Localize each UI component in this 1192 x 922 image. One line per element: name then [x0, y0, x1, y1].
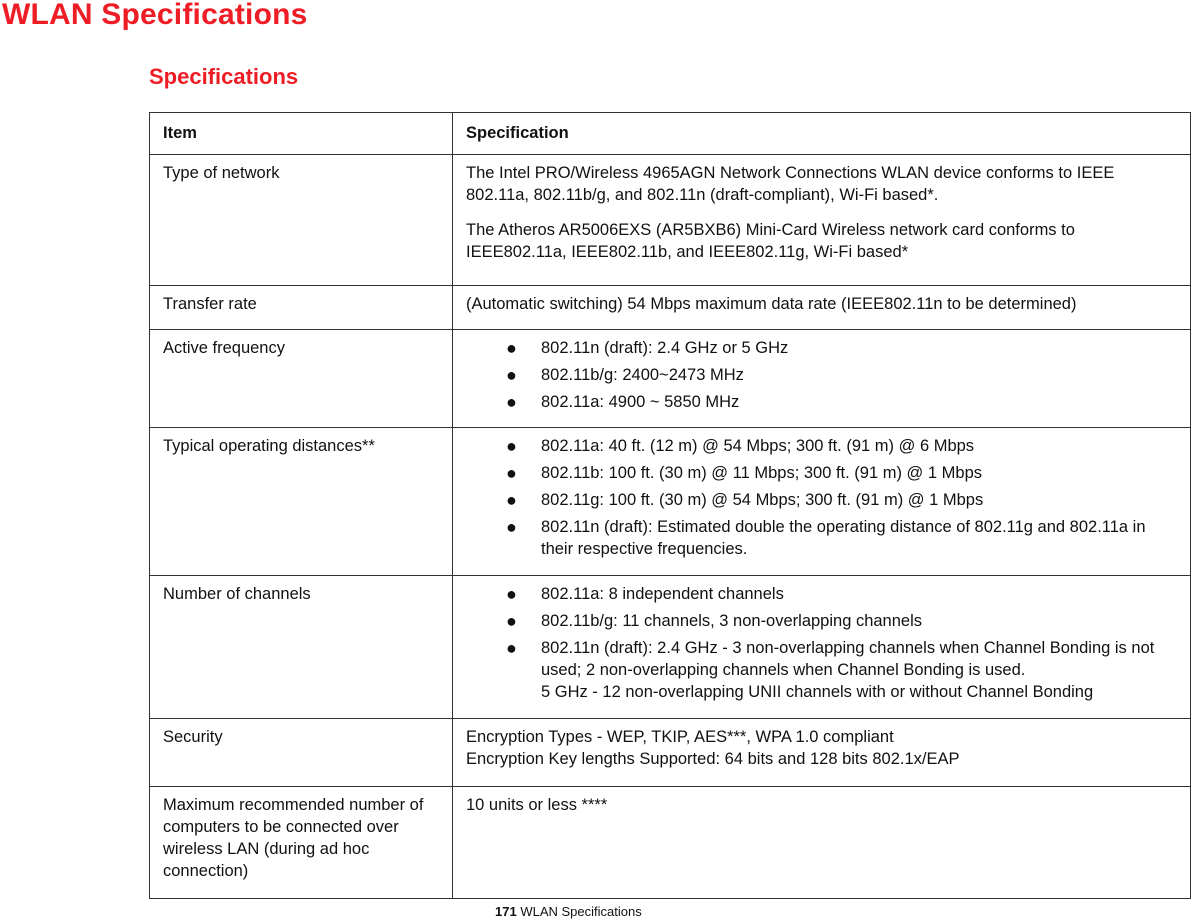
- table-row: [150, 428, 1191, 576]
- list-item: [466, 637, 1178, 703]
- spec-paragraph: The Intel PRO/Wireless 4965AGN Network Connections WLAN device conforms to IEEE 802.11a, 802.11b/g, and 802.11n (draft-compliant), Wi-Fi based*.: [466, 164, 1115, 204]
- spec-cell: [453, 330, 1191, 428]
- section-title: Specifications: [149, 64, 299, 89]
- bullet-icon: ●: [506, 365, 517, 385]
- list-item: [466, 364, 1178, 386]
- bullet-text-continuation: 5 GHz - 12 non-overlapping UNII channels with or without Channel Bonding: [541, 683, 1094, 701]
- bullet-text: 802.11n (draft): Estimated double the operating distance of 802.11g and 802.11a in their respective frequencies.: [541, 518, 1146, 558]
- spec-cell: [453, 719, 1191, 787]
- spec-cell: [453, 576, 1191, 719]
- spec-line: Encryption Key lengths Supported: 64 bits and 128 bits 802.1x/EAP: [466, 750, 960, 768]
- page-title: WLAN Specifications: [2, 0, 308, 31]
- bullet-icon: ●: [506, 517, 517, 537]
- table-row: [150, 286, 1191, 330]
- list-item: [466, 337, 1178, 359]
- list-item: [466, 610, 1178, 632]
- bullet-list: [466, 337, 1178, 413]
- bullet-icon: ●: [506, 490, 517, 510]
- bullet-icon: ●: [506, 463, 517, 483]
- bullet-icon: ●: [506, 392, 517, 412]
- bullet-icon: ●: [506, 584, 517, 604]
- item-cell: Security: [150, 719, 453, 787]
- bullet-text: 802.11n (draft): 2.4 GHz or 5 GHz: [541, 339, 789, 357]
- page-footer: [495, 904, 642, 919]
- list-item: [466, 583, 1178, 605]
- bullet-text: 802.11b/g: 2400~2473 MHz: [541, 366, 744, 384]
- bullet-icon: ●: [506, 611, 517, 631]
- spec-cell: [453, 286, 1191, 330]
- list-item: [466, 516, 1178, 560]
- table-row: [150, 576, 1191, 719]
- spec-paragraph: (Automatic switching) 54 Mbps maximum data rate (IEEE802.11n to be determined): [466, 295, 1077, 313]
- bullet-list: [466, 435, 1178, 560]
- footer-label: WLAN Specifications: [520, 904, 642, 919]
- spec-cell: [453, 155, 1191, 286]
- list-item: [466, 462, 1178, 484]
- spec-cell: [453, 787, 1191, 899]
- list-item: [466, 435, 1178, 457]
- item-cell: Transfer rate: [150, 286, 453, 330]
- bullet-icon: ●: [506, 338, 517, 358]
- item-cell: Type of network: [150, 155, 453, 286]
- table-row: [150, 719, 1191, 787]
- bullet-text: 802.11a: 8 independent channels: [541, 585, 784, 603]
- column-header-item: Item: [150, 113, 453, 155]
- specifications-table: [149, 112, 1191, 899]
- bullet-text: 802.11b: 100 ft. (30 m) @ 11 Mbps; 300 ft. (91 m) @ 1 Mbps: [541, 464, 983, 482]
- item-cell: Number of channels: [150, 576, 453, 719]
- bullet-text: 802.11g: 100 ft. (30 m) @ 54 Mbps; 300 ft. (91 m) @ 1 Mbps: [541, 491, 984, 509]
- table-row: [150, 330, 1191, 428]
- bullet-text: 802.11a: 4900 ~ 5850 MHz: [541, 393, 740, 411]
- table-row: [150, 155, 1191, 286]
- item-cell: Typical operating distances**: [150, 428, 453, 576]
- list-item: [466, 489, 1178, 511]
- bullet-icon: ●: [506, 436, 517, 456]
- spec-paragraph: The Atheros AR5006EXS (AR5BXB6) Mini-Card Wireless network card conforms to IEEE802.11a, IEEE802.11b, and IEEE802.11g, Wi-Fi based*: [466, 221, 1075, 261]
- list-item: [466, 391, 1178, 413]
- table-row: [150, 787, 1191, 899]
- bullet-text: 802.11n (draft): 2.4 GHz - 3 non-overlapping channels when Channel Bonding is not used; 2 non-overlapping channels when Channel Bonding is used.: [541, 639, 1155, 679]
- bullet-list: [466, 583, 1178, 703]
- bullet-text: 802.11a: 40 ft. (12 m) @ 54 Mbps; 300 ft. (91 m) @ 6 Mbps: [541, 437, 975, 455]
- bullet-icon: ●: [506, 638, 517, 658]
- page-number: 171: [495, 904, 517, 919]
- item-cell: Active frequency: [150, 330, 453, 428]
- spec-paragraph: 10 units or less ****: [466, 796, 608, 814]
- spec-line: Encryption Types - WEP, TKIP, AES***, WPA 1.0 compliant: [466, 728, 894, 746]
- item-cell: Maximum recommended number of computers to be connected over wireless LAN (during ad hoc connection): [150, 787, 453, 899]
- table-header-row: [150, 113, 1191, 155]
- bullet-text: 802.11b/g: 11 channels, 3 non-overlapping channels: [541, 612, 923, 630]
- spec-cell: [453, 428, 1191, 576]
- column-header-specification: Specification: [453, 113, 1191, 155]
